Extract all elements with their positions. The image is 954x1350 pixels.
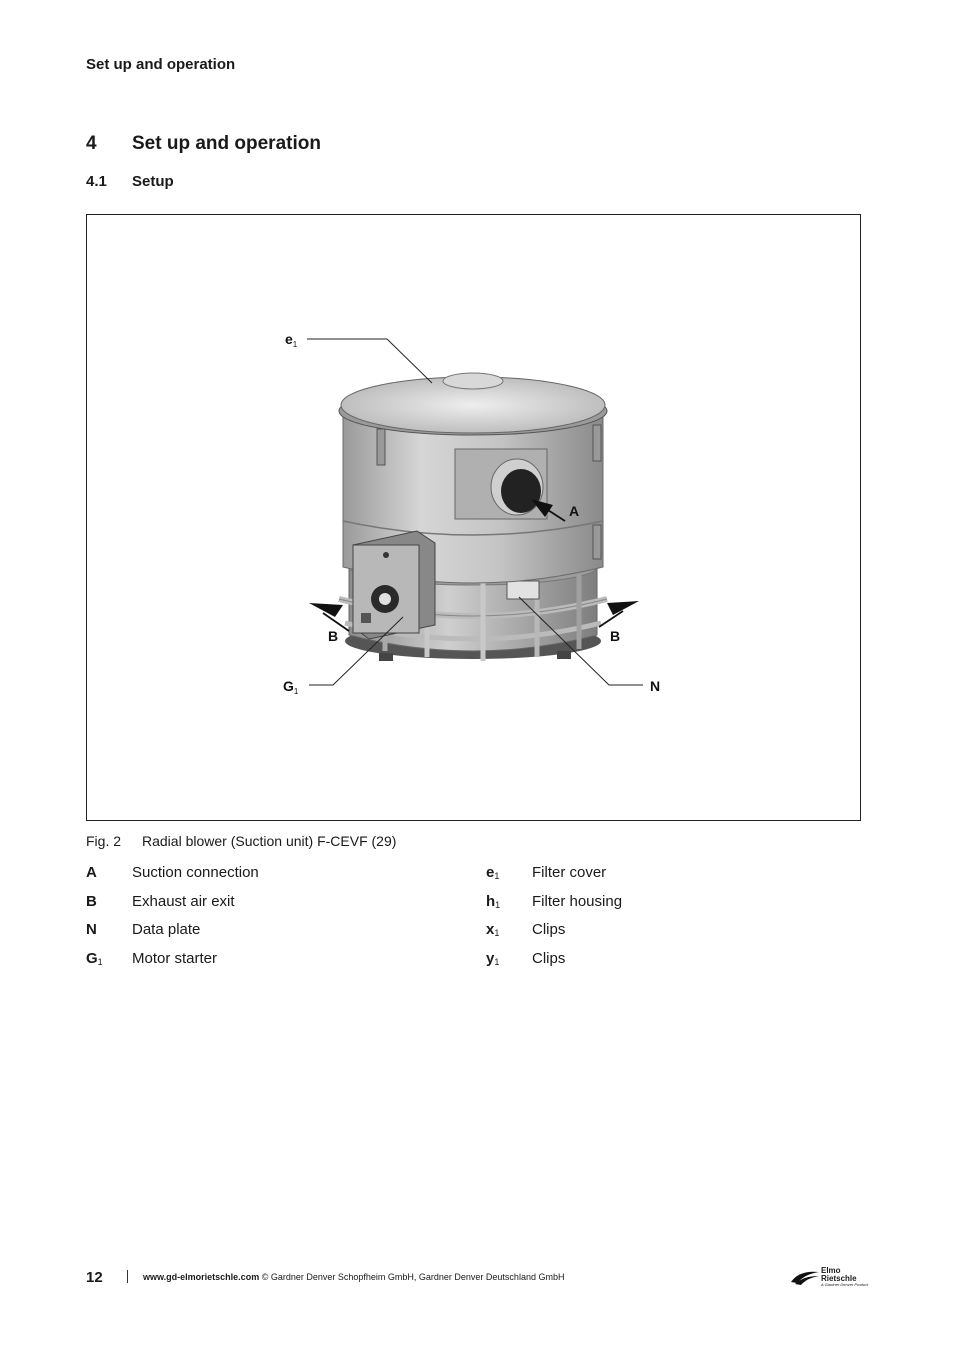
legend-item	[486, 893, 846, 922]
blower-illustration	[87, 215, 862, 822]
legend-item	[86, 921, 446, 950]
page-footer	[86, 1266, 869, 1290]
figure-number: Fig. 2	[86, 833, 122, 849]
label-N: N	[650, 678, 661, 694]
legend-key: $y_1$	[486, 949, 500, 967]
figure-caption	[86, 833, 396, 849]
subsection-title: Setup	[132, 173, 174, 190]
legend-item	[86, 950, 446, 979]
legend-text: Filter housing	[532, 892, 623, 910]
subsection-heading	[86, 173, 174, 190]
label-e1: $e_1$	[285, 331, 298, 349]
page-number: 12	[86, 1269, 103, 1286]
legend-text: Motor starter	[132, 949, 218, 967]
legend-text: Clips	[532, 949, 566, 967]
clip-left-upper	[377, 429, 385, 465]
arrow-exhaust-right	[607, 601, 639, 615]
footer-url[interactable]: www.gd-elmorietschle.com	[143, 1272, 260, 1282]
filter-cover	[339, 373, 607, 435]
figure-caption-text: Radial blower (Suction unit) F-CEVF (29)	[142, 833, 397, 849]
legend-key: B	[86, 892, 97, 910]
legend-text: Suction connection	[132, 864, 259, 881]
legend-key: $G_1$	[86, 949, 103, 967]
legend-key: A	[86, 864, 97, 881]
legend-text: Filter cover	[532, 864, 607, 881]
section-title: Set up and operation	[132, 133, 321, 154]
legend-right	[486, 864, 846, 978]
legend-item	[86, 893, 446, 922]
logo-wordmark: Elmo Rietschle	[821, 1266, 857, 1283]
label-G1: $G_1$	[283, 678, 299, 696]
legend-key: $e_1$	[486, 864, 500, 881]
clip-right-lower	[593, 525, 601, 559]
legend-item	[486, 950, 846, 979]
legend-text: Data plate	[132, 921, 201, 938]
legend-key: $h_1$	[486, 892, 501, 910]
elmo-rietschle-logo	[789, 1266, 867, 1288]
footer-divider	[127, 1270, 128, 1283]
legend-left	[86, 864, 446, 978]
subsection-number: 4.1	[86, 173, 107, 190]
legend-item	[486, 864, 846, 893]
label-A: A	[569, 503, 580, 519]
legend-item	[86, 864, 446, 893]
motor-starter	[353, 531, 435, 639]
logo-tagline: A Gardner Denver Product	[821, 1282, 869, 1287]
clip-right-upper	[593, 425, 601, 461]
legend-text: Clips	[532, 921, 566, 938]
legend-item	[486, 921, 846, 950]
footer-text	[143, 1272, 564, 1282]
running-header: Set up and operation	[86, 56, 236, 73]
legend-text: Exhaust air exit	[132, 892, 235, 910]
label-B-left: B	[328, 628, 339, 644]
legend-key: N	[86, 921, 97, 938]
data-plate	[507, 581, 539, 599]
footer-copyright: © Gardner Denver Schopfheim GmbH, Gardner Denver Deutschland GmbH	[259, 1272, 565, 1282]
section-heading	[86, 133, 321, 155]
section-number: 4	[86, 133, 97, 154]
logo-swoosh-icon	[789, 1266, 821, 1286]
label-B-right: B	[610, 628, 621, 644]
legend-key: $x_1$	[486, 921, 500, 938]
figure-frame	[86, 214, 861, 821]
